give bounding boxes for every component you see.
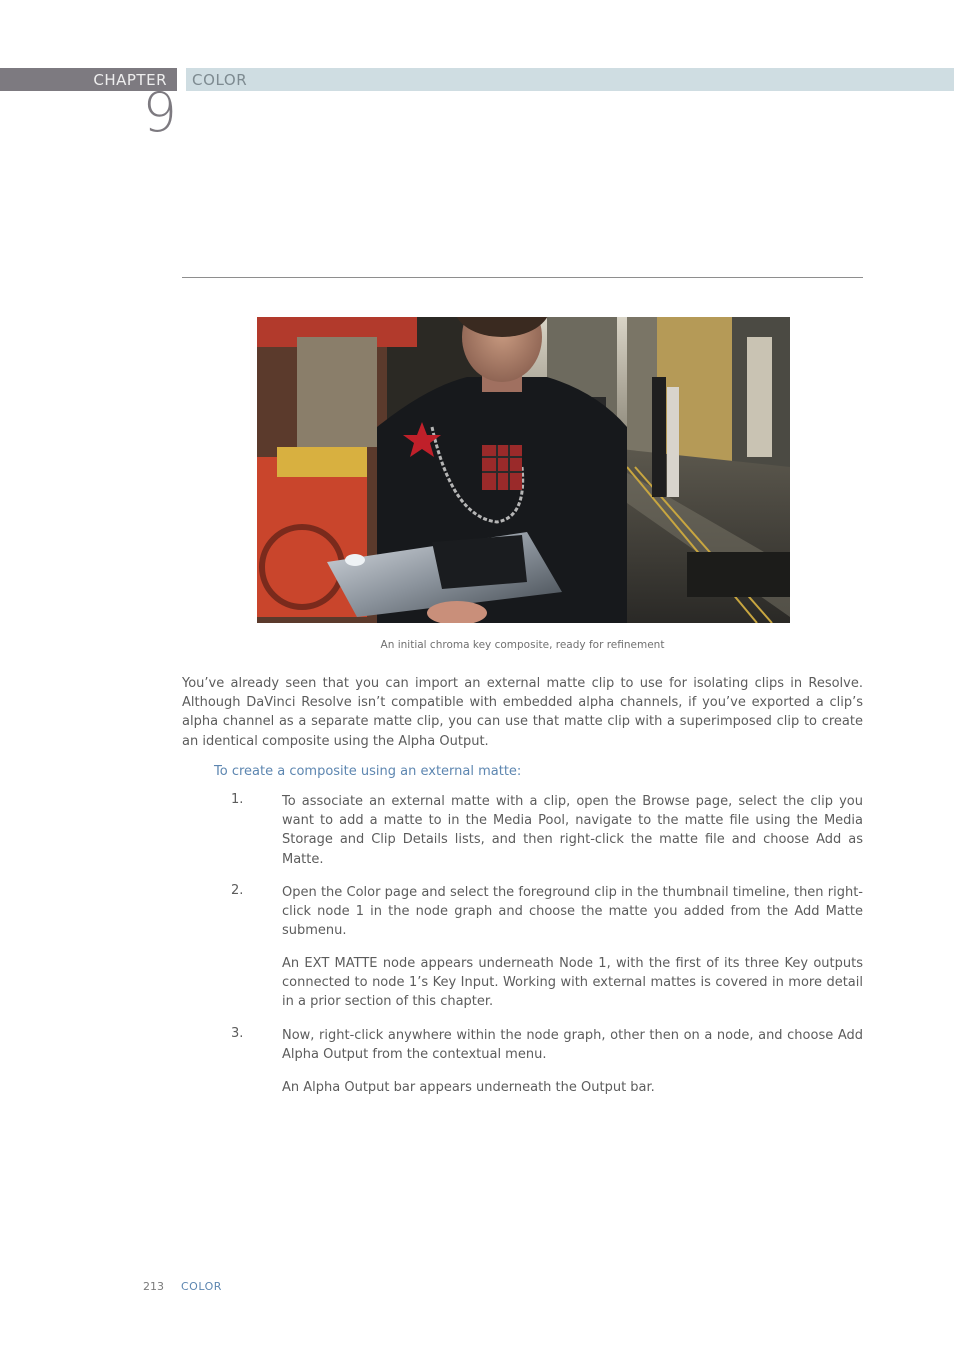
step-2-text: Open the Color page and select the foreground clip in the thumbnail timeline, then right-click node 1 in the node graph and choose the matte you added from the Add Matte submenu. <box>282 885 863 939</box>
figure-caption: An initial chroma key composite, ready for refinement <box>380 639 665 651</box>
step-1-number: 1. <box>231 792 244 807</box>
chapter-title-bar <box>186 68 954 91</box>
step-2-note: An EXT MATTE node appears underneath Node 1, with the first of its three Key outputs connected to node 1’s Key Input. Working with external mattes is covered in more detail in a prior section of this chapter. <box>282 956 863 1010</box>
section-divider <box>182 277 863 278</box>
step-3-number: 3. <box>231 1026 244 1041</box>
footer-page-number: 213 <box>143 1280 164 1293</box>
step-1-text: To associate an external matte with a clip, open the Browse page, select the clip you want to add a matte to in the Media Pool, navigate to the matte file using the Media Storage and Clip Details lists, and then right-click the matte file and choose Add as Matte. <box>282 794 863 867</box>
step-3-note: An Alpha Output bar appears underneath the Output bar. <box>282 1080 655 1095</box>
chroma-key-composite-image <box>257 317 790 623</box>
procedure-heading: To create a composite using an external matte: <box>214 764 522 779</box>
step-3-text: Now, right-click anywhere within the node graph, other then on a node, and choose Add Alpha Output from the contextual menu. <box>282 1028 863 1063</box>
intro-paragraph: You’ve already seen that you can import an external matte clip to use for isolating clips in Resolve. Although DaVinci Resolve isn’t compatible with embedded alpha channels, if you’ve exported a clip’s alpha channel as a separate matte clip, you can use that matte clip with a superimposed clip to create an identical composite using the Alpha Output. <box>182 676 863 749</box>
chapter-label: CHAPTER <box>93 71 167 89</box>
chapter-title: COLOR <box>192 71 248 89</box>
chapter-number: 9 <box>142 81 177 144</box>
step-2-number: 2. <box>231 883 244 898</box>
footer-section-title: COLOR <box>181 1280 222 1293</box>
